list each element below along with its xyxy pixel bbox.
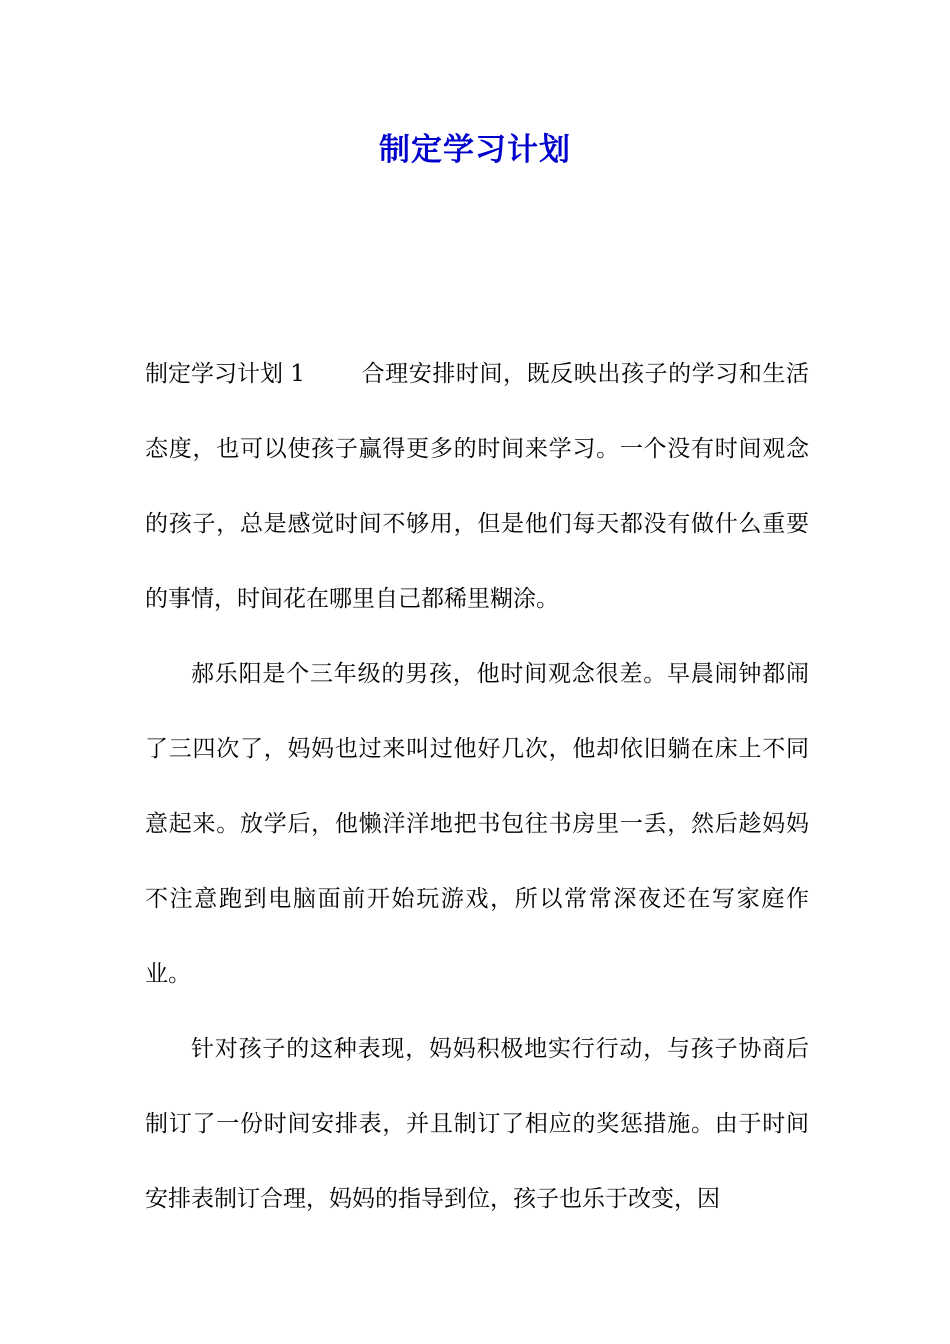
paragraph-1-text: 合理安排时间，既反映出孩子的学习和生活态度，也可以使孩子赢得更多的时间来学习。一个没有时间观念的孩子，总是感觉时间不够用，但是他们每天都没有做什么重要的事情，时间花在哪里自己都稀里糊涂。	[145, 361, 809, 612]
document-title: 制定学习计划	[379, 132, 571, 168]
paragraph-3: 针对孩子的这种表现，妈妈积极地实行行动，与孩子协商后制订了一份时间安排表，并且制订了相应的奖惩措施。由于时间安排表制订合理，妈妈的指导到位，孩子也乐于改变，因	[145, 1036, 809, 1212]
paragraph-1	[145, 337, 809, 637]
section-label: 制定学习计划 1	[145, 361, 305, 387]
paragraph-2: 郝乐阳是个三年级的男孩，他时间观念很差。早晨闹钟都闹了三四次了，妈妈也过来叫过他好几次，他却依旧躺在床上不同意起来。放学后，他懒洋洋地把书包往书房里一丢，然后趁妈妈不注意跑到电脑面前开始玩游戏，所以常常深夜还在写家庭作业。	[145, 661, 809, 987]
document-body	[145, 337, 809, 1237]
